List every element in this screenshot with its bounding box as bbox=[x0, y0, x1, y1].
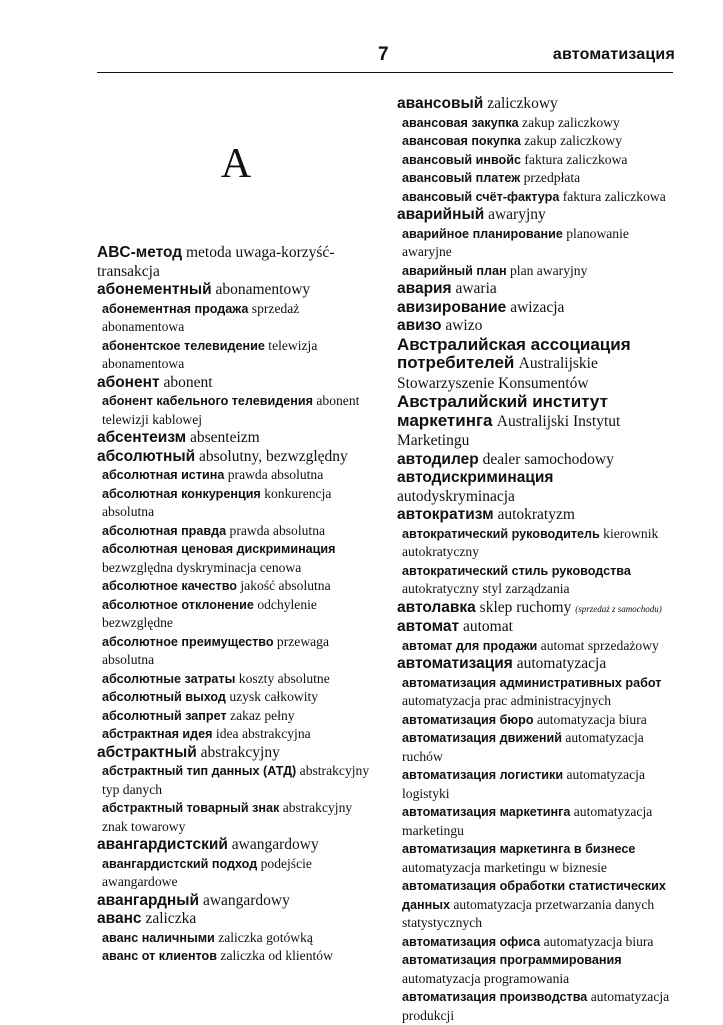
headword-entry bbox=[397, 299, 673, 318]
headword: авангардный bbox=[97, 891, 200, 909]
translation: uzysk całkowity bbox=[229, 689, 319, 704]
translation: automatyzacja marketingu bbox=[402, 804, 653, 838]
sub-term: авансовая закупка bbox=[402, 115, 519, 130]
translation: plan awaryjny bbox=[510, 262, 588, 278]
headword-entry bbox=[397, 280, 673, 299]
translation: zakaz pełny bbox=[230, 707, 295, 723]
sub-entry bbox=[397, 729, 673, 766]
sub-entry bbox=[397, 169, 673, 188]
sub-entry bbox=[397, 711, 673, 730]
translation: odchylenie bezwzględne bbox=[102, 596, 317, 630]
running-head: автоматизация bbox=[552, 46, 675, 63]
sub-entry bbox=[97, 799, 373, 836]
sub-term: автомат для продажи bbox=[402, 638, 538, 653]
sub-term: автократический стиль руководства bbox=[402, 563, 631, 578]
translation: abonent bbox=[163, 373, 213, 391]
translation: jakość absolutna bbox=[240, 578, 331, 593]
sub-entry bbox=[397, 988, 673, 1025]
sub-term: автоматизация офиса bbox=[402, 934, 541, 949]
sub-term: абсолютный запрет bbox=[102, 708, 227, 723]
sub-term: авансовая покупка bbox=[402, 134, 521, 148]
translation: Australijski Instytut Marketingu bbox=[397, 412, 621, 449]
translation: absolutny, bezwzględny bbox=[198, 447, 348, 465]
translation: dealer samochodowy bbox=[482, 450, 614, 468]
sub-term: автоматизация логистики bbox=[402, 768, 564, 782]
headword: авизо bbox=[397, 317, 442, 334]
headword-entry bbox=[397, 317, 673, 336]
translation: koszty absolutne bbox=[238, 670, 330, 686]
sub-term: абсолютная ценовая дискриминация bbox=[102, 542, 336, 556]
sub-entry bbox=[397, 114, 673, 133]
sub-term: абсолютные затраты bbox=[102, 671, 236, 686]
translation: awaria bbox=[455, 280, 497, 297]
sub-entry bbox=[397, 132, 673, 151]
headword-entry bbox=[97, 448, 373, 467]
translation: prawda absolutna bbox=[227, 467, 324, 482]
headword: абсентеизм bbox=[97, 429, 187, 446]
sub-entry bbox=[397, 951, 673, 988]
translation: zakup zaliczkowy bbox=[524, 133, 623, 148]
translation: zakup zaliczkowy bbox=[522, 114, 620, 130]
sub-entry bbox=[397, 225, 673, 262]
sub-entry bbox=[97, 633, 373, 670]
headword-entry bbox=[397, 506, 673, 525]
translation: telewizja abonamentowa bbox=[102, 337, 318, 371]
headword: автолавка bbox=[397, 598, 476, 616]
translation: abstrakcyjny znak towarowy bbox=[102, 800, 353, 834]
sub-entry bbox=[397, 637, 673, 656]
sub-entry bbox=[97, 725, 373, 744]
translation: zaliczka od klientów bbox=[220, 948, 333, 963]
sub-term: автоматизация административных работ bbox=[402, 675, 662, 690]
sub-term: автоматизация программирования bbox=[402, 953, 622, 967]
sub-term: абсолютный выход bbox=[102, 690, 226, 704]
sub-term: абсолютное качество bbox=[102, 579, 237, 593]
headword: Австралийская ассоциация потребителей bbox=[397, 334, 631, 372]
translation: zaliczka gotówką bbox=[218, 929, 313, 945]
headword-entry bbox=[97, 744, 373, 763]
sub-entry bbox=[97, 466, 373, 485]
sub-term: абсолютное преимущество bbox=[102, 634, 274, 649]
headword-entry bbox=[397, 469, 673, 506]
translation: automat bbox=[462, 618, 513, 635]
headword-entry bbox=[97, 910, 373, 929]
sub-entry bbox=[97, 485, 373, 522]
translation: absenteizm bbox=[190, 429, 260, 446]
headword: аванс bbox=[97, 910, 142, 927]
sub-term: абонементная продажа bbox=[102, 301, 249, 316]
sub-entry bbox=[397, 674, 673, 711]
sub-term: абстрактная идея bbox=[102, 727, 213, 741]
sub-term: авансовый счёт-фактура bbox=[402, 189, 560, 204]
translation: sprzedaż abonamentowa bbox=[102, 300, 300, 334]
headword-entry bbox=[97, 374, 373, 393]
sub-term: абстрактный товарный знак bbox=[102, 801, 280, 815]
headword: авизирование bbox=[397, 298, 507, 316]
sub-entry bbox=[97, 540, 373, 577]
translation: automatyzacja produkcji bbox=[402, 989, 670, 1023]
sub-entry bbox=[97, 929, 373, 948]
translation: przedpłata bbox=[523, 170, 581, 185]
translation: automatyzacja bbox=[516, 655, 607, 672]
sub-entry bbox=[97, 596, 373, 633]
translation: automatyzacja biura bbox=[536, 711, 647, 727]
sub-entry bbox=[397, 933, 673, 952]
headword: авангардистский bbox=[97, 836, 228, 853]
sub-entry bbox=[97, 947, 373, 966]
translation: faktura zaliczkowa bbox=[524, 151, 628, 167]
translation: awizacja bbox=[510, 298, 565, 316]
translation: automatyzacja marketingu w biznesie bbox=[402, 859, 607, 875]
headword-entry bbox=[397, 393, 673, 451]
sub-term: аванс наличными bbox=[102, 930, 215, 945]
headword-entry bbox=[97, 281, 373, 300]
page-number: 7 bbox=[378, 44, 389, 65]
sub-entry bbox=[397, 840, 673, 877]
sub-entry bbox=[397, 151, 673, 170]
translation: automatyzacja programowania bbox=[402, 970, 570, 986]
headword: автоматизация bbox=[397, 655, 513, 672]
translation: automatyzacja przetwarzania danych statystycznych bbox=[402, 896, 655, 930]
translation: zaliczka bbox=[145, 910, 197, 927]
translation: autodyskryminacja bbox=[397, 487, 515, 505]
headword-entry bbox=[397, 206, 673, 225]
headword-entry bbox=[397, 618, 673, 637]
headword: ABC-метод bbox=[97, 244, 183, 261]
sub-term: авансовый платеж bbox=[402, 171, 521, 185]
translation: konkurencja absolutna bbox=[102, 485, 332, 519]
sub-entry bbox=[397, 188, 673, 207]
translation: metoda uwaga-korzyść-transakcja bbox=[97, 244, 335, 280]
headword-entry bbox=[97, 429, 373, 448]
translation: awangardowy bbox=[202, 891, 290, 909]
headword: абстрактный bbox=[97, 743, 197, 761]
sub-term: абсолютная истина bbox=[102, 468, 225, 482]
headword: абсолютный bbox=[97, 447, 196, 465]
sub-entry bbox=[97, 392, 373, 429]
sub-term: авансовый инвойс bbox=[402, 152, 521, 167]
sub-term: автоматизация движений bbox=[402, 731, 562, 745]
sub-term: автоматизация производства bbox=[402, 990, 588, 1004]
headword-entry bbox=[397, 599, 673, 619]
sub-entry bbox=[97, 855, 373, 892]
translation: planowanie awaryjne bbox=[402, 225, 629, 259]
sub-term: автократический руководитель bbox=[402, 526, 600, 541]
translation: awizo bbox=[445, 317, 483, 334]
headword: автомат bbox=[397, 618, 460, 635]
sub-entry bbox=[397, 803, 673, 840]
sub-entry bbox=[97, 670, 373, 689]
translation: bezwzględna dyskryminacja cenowa bbox=[102, 559, 302, 575]
headword: аварийный bbox=[397, 206, 485, 223]
headword: абонент bbox=[97, 373, 160, 391]
sub-entry bbox=[97, 707, 373, 726]
translation: przewaga absolutna bbox=[102, 633, 329, 667]
headword: авансовый bbox=[397, 95, 484, 112]
translation: sklep ruchomy bbox=[479, 598, 572, 616]
translation: abonent telewizji kablowej bbox=[102, 393, 360, 427]
sub-term: абстрактный тип данных (АТД) bbox=[102, 764, 297, 778]
translation: automatyzacja biura bbox=[543, 933, 654, 949]
right-column bbox=[397, 95, 673, 1025]
sub-term: автоматизация маркетинга в бизнесе bbox=[402, 842, 636, 856]
sub-entry bbox=[397, 562, 673, 599]
sub-term: абонентское телевидение bbox=[102, 338, 265, 353]
sub-entry bbox=[97, 577, 373, 596]
translation: automatyzacja prac administracyjnych bbox=[402, 693, 612, 708]
translation: awaryjny bbox=[488, 206, 546, 223]
sub-entry bbox=[97, 688, 373, 707]
sub-entry bbox=[97, 522, 373, 541]
headword-entry bbox=[97, 836, 373, 855]
translation: idea abstrakcyjna bbox=[215, 726, 311, 741]
headword: авария bbox=[397, 280, 452, 297]
sub-term: авангардистский подход bbox=[102, 856, 258, 871]
sub-term: аварийный план bbox=[402, 263, 507, 278]
sub-term: аванс от клиентов bbox=[102, 949, 217, 963]
left-column bbox=[97, 244, 373, 966]
headword-entry bbox=[97, 244, 373, 281]
translation: zaliczkowy bbox=[487, 95, 558, 112]
translation: prawda absolutna bbox=[229, 522, 326, 538]
translation: faktura zaliczkowa bbox=[562, 188, 666, 204]
translation: abstrakcyjny bbox=[200, 743, 280, 761]
sub-term: абсолютная конкуренция bbox=[102, 486, 261, 501]
headword-entry bbox=[397, 95, 673, 114]
translation: awangardowy bbox=[231, 836, 319, 853]
translation: automatyzacja ruchów bbox=[402, 730, 644, 764]
sub-entry bbox=[397, 525, 673, 562]
headword-entry bbox=[397, 336, 673, 394]
translation: automatyzacja logistyki bbox=[402, 767, 645, 801]
sub-term: абсолютная правда bbox=[102, 523, 227, 538]
sub-entry bbox=[97, 337, 373, 374]
headword: Австралийский институт маркетинга bbox=[397, 392, 608, 430]
headword: автодискриминация bbox=[397, 469, 554, 486]
header-rule bbox=[97, 72, 673, 73]
sub-entry bbox=[97, 300, 373, 337]
translation: autokratyczny styl zarządzania bbox=[402, 581, 570, 596]
sub-term: абонент кабельного телевидения bbox=[102, 394, 313, 408]
translation: abonamentowy bbox=[215, 281, 311, 298]
sub-term: абсолютное отклонение bbox=[102, 597, 254, 612]
sub-term: автоматизация бюро bbox=[402, 712, 534, 727]
headword-entry bbox=[397, 655, 673, 674]
headword-entry bbox=[397, 451, 673, 470]
sub-entry bbox=[397, 262, 673, 281]
translation: Australijskie Stowarzyszenie Konsumentów bbox=[397, 355, 598, 392]
usage-note: (sprzedaż z samochodu) bbox=[575, 603, 662, 614]
sub-term: автоматизация обработки статистических данных bbox=[402, 879, 666, 912]
sub-entry bbox=[97, 762, 373, 799]
headword: автократизм bbox=[397, 506, 494, 523]
translation: podejście awangardowe bbox=[102, 855, 312, 889]
translation: automat sprzedażowy bbox=[540, 637, 659, 653]
headword: автодилер bbox=[397, 450, 479, 468]
sub-term: автоматизация маркетинга bbox=[402, 805, 571, 819]
translation: autokratyzm bbox=[497, 506, 575, 523]
section-letter: А bbox=[220, 141, 252, 187]
translation: kierownik autokratyczny bbox=[402, 525, 659, 559]
translation: abstrakcyjny typ danych bbox=[102, 763, 370, 797]
headword: абонементный bbox=[97, 281, 212, 298]
sub-term: аварийное планирование bbox=[402, 226, 563, 241]
headword-entry bbox=[97, 892, 373, 911]
sub-entry bbox=[397, 766, 673, 803]
sub-entry bbox=[397, 877, 673, 933]
